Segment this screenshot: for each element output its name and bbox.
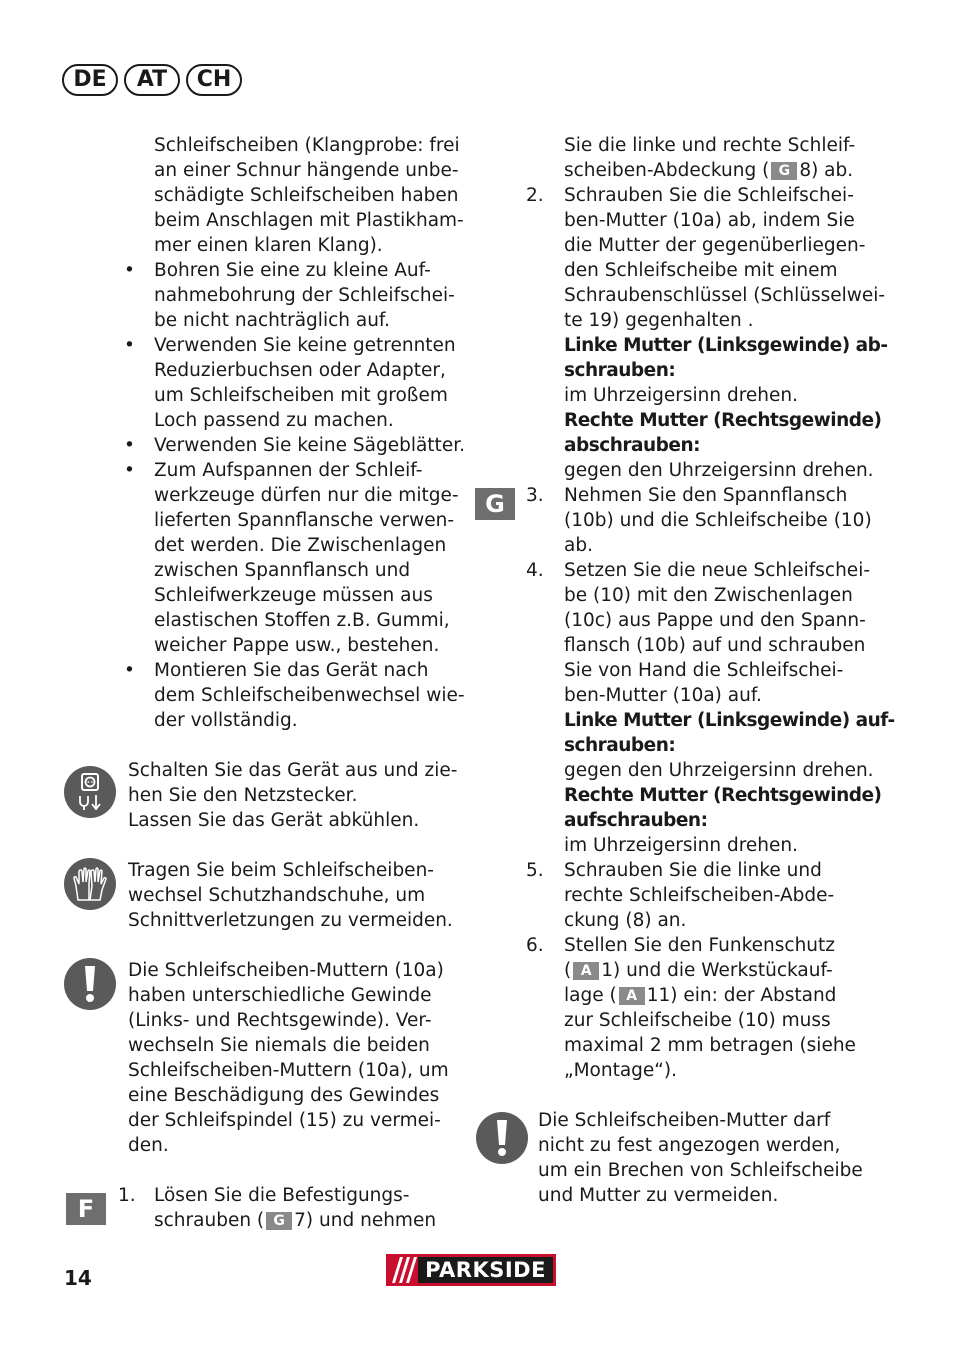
unplug-note: Schalten Sie das Gerät aus und zie- hen Sie den Netzstecker. Lassen Sie das Gerät abkühlen. [62,758,462,833]
step-1: 1. Lösen Sie die Befestigungs- schrauben ( G 7) und nehmen [118,1185,437,1231]
bullet-item: • Bohren Sie eine zu kleine Auf- nahmebohrung der Schleifschei- be nicht nachträglich auf. [124,260,455,331]
parkside-logo [386,1254,556,1286]
left-column [62,133,465,1233]
gloves-icon [64,858,116,910]
bullet-item: • Verwenden Sie keine getrennten Reduzierbuchsen oder Adapter, um Schleifscheiben mit großem Loch passend zu machen. [124,335,456,431]
country-badges [62,64,242,96]
bullet-item: • Verwenden Sie keine Sägeblätter. [124,435,465,456]
final-warning-note: Die Schleifscheiben-Mutter darf nicht zu fest angezogen werden, um ein Brechen von Schleifscheibe und Mutter zu vermeiden. [522,1108,862,1208]
bullet-item: • Montieren Sie das Gerät nach dem Schleifscheibenwechsel wie- der vollständig. [124,660,465,731]
page-number: 14 [64,1266,92,1290]
thread-warning-note: Die Schleifscheiben-Muttern (10a) haben unterschiedliche Gewinde (Links- und Rechtsgewinde). Ver- wechseln Sie niemals die beiden Schleifscheiben-Muttern (10a), um eine Beschädigung des Gewindes der Schleifspindel (15) zu vermei- den. [62,958,462,1158]
continuation-text: Schleifscheiben (Klangprobe: frei an einer Schnur hängende unbe- schädigte Schleifscheiben haben beim Anschlagen mit Plastikham- mer einen klaren Klang). [154,135,464,256]
country-badge-de: DE [62,64,118,96]
figure-ref-g: G [771,162,797,180]
step-4: 4. Setzen Sie die neue Schleifschei- be (10) mit den Zwischenlagen (10c) aus Pappe und den Spann- flansch (10b) auf und schrauben Sie von Hand die Schleifschei- ben-Mutter (10a) auf. Linke Mutter (Linksgewinde) auf- schrauben: gegen den Uhrzeigersinn drehen. Rechte Mutter (Rechtsgewinde) aufschrauben: im Uhrzeigersinn drehen. [526,560,895,856]
figure-ref-g: G [266,1212,292,1230]
step-3: 3. Nehmen Sie den Spannflansch (10b) und die Schleifscheibe (10) ab. [526,485,872,556]
country-badge-at: AT [124,64,180,96]
logo-wordmark [418,1257,553,1283]
bullet-icon: • [124,335,135,356]
bullet-icon: • [124,260,135,281]
step-1-continuation: Sie die linke und rechte Schleif- scheiben-Abdeckung ( G 8) ab. [564,135,856,181]
unplug-icon [64,766,116,818]
exclamation-icon [476,1112,528,1164]
figure-ref-a: A [619,987,645,1005]
country-badge-ch: CH [186,64,242,96]
right-column [522,133,895,1208]
bullet-icon: • [124,435,135,456]
figure-ref-a: A [573,962,599,980]
logo-slashes-icon [390,1257,418,1283]
gloves-note: Tragen Sie beim Schleifscheiben- wechsel Schutzhandschuhe, um Schnittverletzungen zu vermeiden. [62,858,462,933]
step-2: 2. Schrauben Sie die Schleifschei- ben-Mutter (10a) ab, indem Sie die Mutter der gegenüberliegen- den Schleifscheibe mit einem Schraubenschlüssel (Schlüsselwei- te 19) gegenhalten . Linke Mutter (Linksgewinde) ab- schrauben: im Uhrzeigersinn drehen. Rechte Mutter (Rechtsgewinde) abschrauben: gegen den Uhrzeigersinn drehen. [526,185,888,481]
exclamation-icon [64,958,116,1010]
logo-text: PARKSIDE [425,1258,546,1282]
bullet-icon: • [124,660,135,681]
bullet-icon: • [124,460,135,481]
bullet-item: • Zum Aufspannen der Schleif- werkzeuge dürfen nur die mitge- lieferten Spannflansche verwen- det werden. Die Zwischenlagen zwischen Spannflansch und Schleifwerkzeuge müssen aus elastischen Stoffen z.B. Gummi, weicher Pappe usw., bestehen. [124,460,459,656]
section-tab-g: G [475,488,515,520]
step-5: 5. Schrauben Sie die linke und rechte Schleifscheiben-Abde- ckung (8) an. [526,860,835,931]
section-tab-f: F [66,1193,106,1225]
step-6: 6. Stellen Sie den Funkenschutz ( A 1) und die Werkstückauf- lage ( A 11) ein: der Abstand zur Schleifscheibe (10) muss maximal 2 mm betragen (siehe „Montage“). [526,935,856,1081]
